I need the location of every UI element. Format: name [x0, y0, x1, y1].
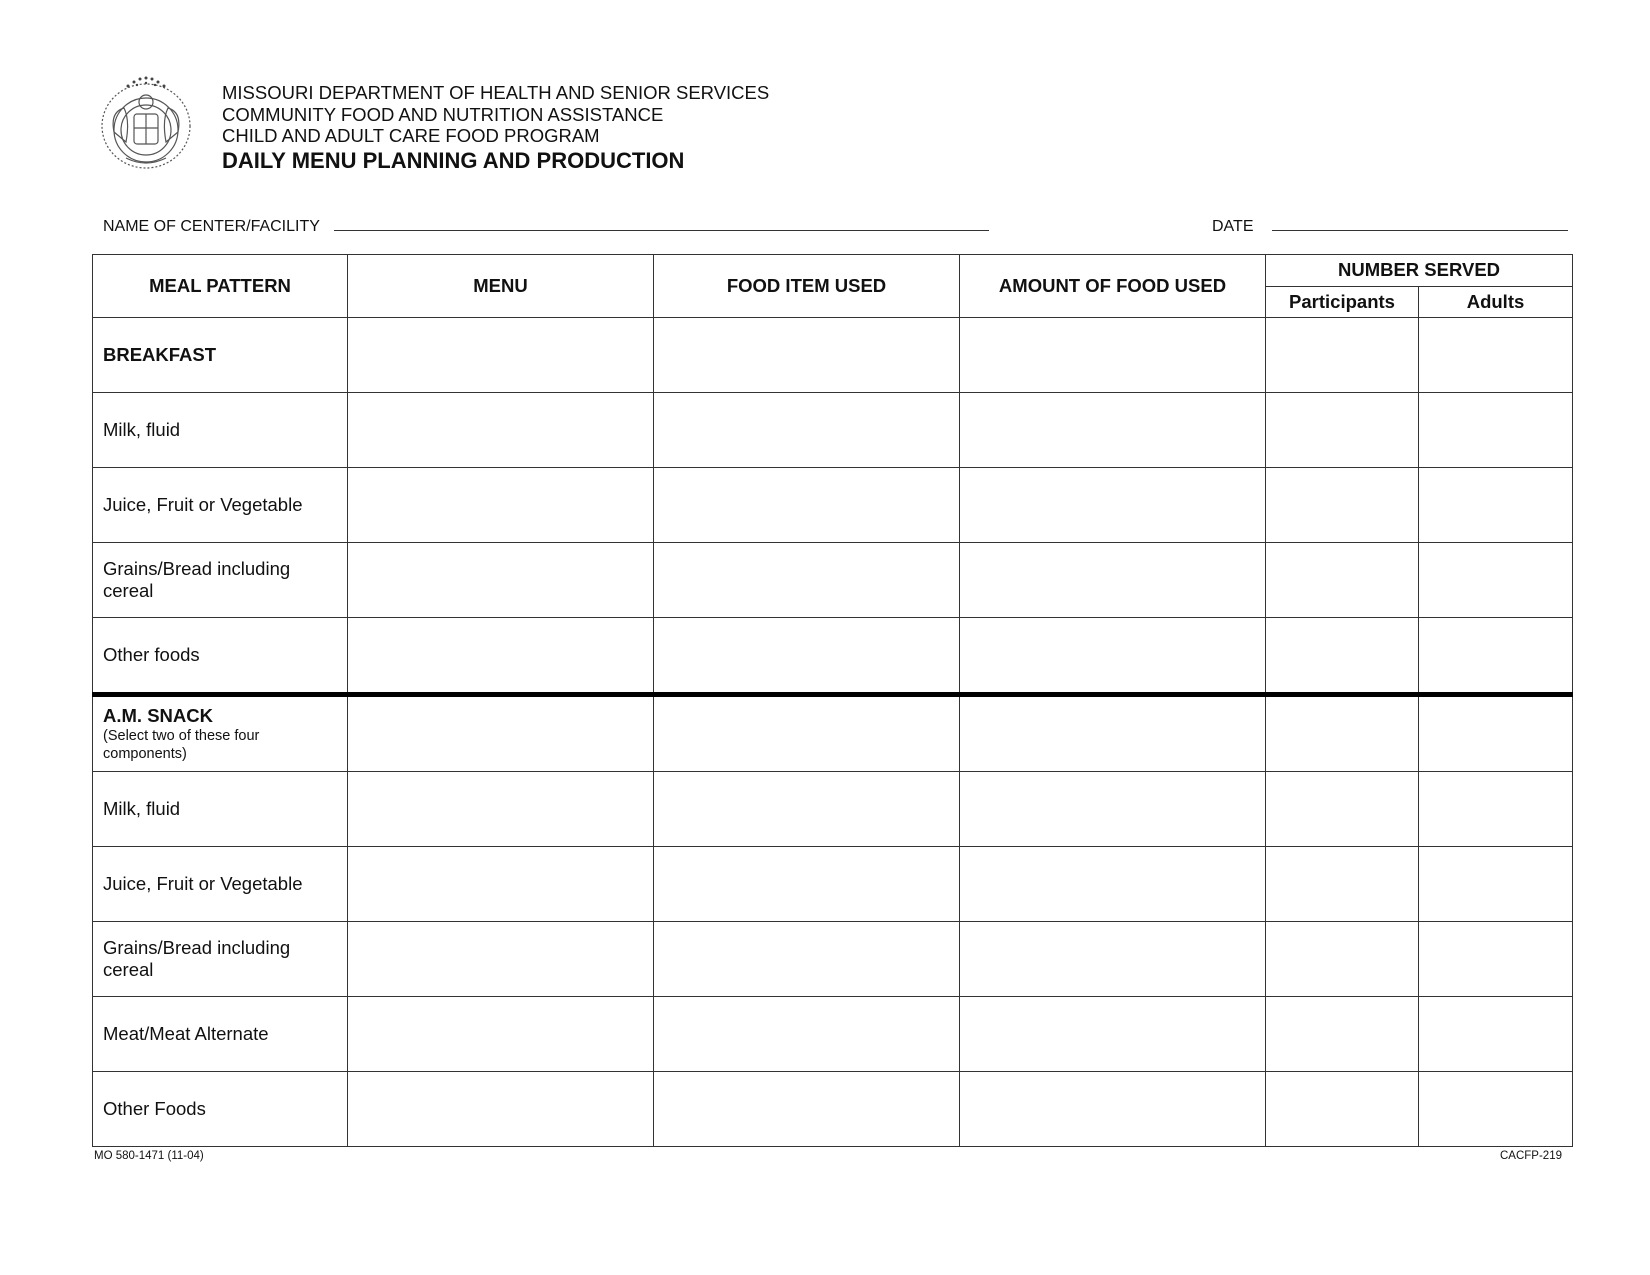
- menu-cell[interactable]: [348, 922, 654, 997]
- amount-cell[interactable]: [960, 468, 1266, 543]
- amount-cell[interactable]: [960, 772, 1266, 847]
- meal-pattern-label: Juice, Fruit or Vegetable: [103, 873, 303, 894]
- meal-pattern-cell: [93, 318, 348, 393]
- meal-pattern-label: Other foods: [103, 644, 200, 665]
- agency-name: MISSOURI DEPARTMENT OF HEALTH AND SENIOR SERVICES: [222, 82, 770, 103]
- participants-cell[interactable]: [1266, 772, 1419, 847]
- meal-pattern-cell: [93, 922, 348, 997]
- adults-cell[interactable]: [1419, 618, 1573, 695]
- table-row: [93, 318, 1573, 393]
- form-title: DAILY MENU PLANNING AND PRODUCTION: [222, 147, 685, 173]
- meal-pattern-cell: [93, 468, 348, 543]
- meal-pattern-cell: [93, 543, 348, 618]
- food-item-cell[interactable]: [654, 318, 960, 393]
- participants-cell[interactable]: [1266, 543, 1419, 618]
- table-body: [93, 318, 1573, 1147]
- adults-cell[interactable]: [1419, 393, 1573, 468]
- center-name-input[interactable]: [334, 214, 989, 231]
- participants-cell[interactable]: [1266, 618, 1419, 695]
- col-participants: Participants: [1266, 286, 1419, 318]
- menu-cell[interactable]: [348, 997, 654, 1072]
- meal-pattern-cell: [93, 997, 348, 1072]
- menu-cell[interactable]: [348, 772, 654, 847]
- table-row: [93, 772, 1573, 847]
- table-row: [93, 543, 1573, 618]
- table-row: [93, 847, 1573, 922]
- adults-cell[interactable]: [1419, 847, 1573, 922]
- col-adults: Adults: [1419, 286, 1573, 318]
- food-item-cell[interactable]: [654, 543, 960, 618]
- food-item-cell[interactable]: [654, 468, 960, 543]
- adults-cell[interactable]: [1419, 772, 1573, 847]
- participants-cell[interactable]: [1266, 1072, 1419, 1147]
- food-item-cell[interactable]: [654, 618, 960, 695]
- adults-cell[interactable]: [1419, 318, 1573, 393]
- participants-cell[interactable]: [1266, 695, 1419, 772]
- table-row: [93, 695, 1573, 772]
- table-row: [93, 1072, 1573, 1147]
- adults-cell[interactable]: [1419, 997, 1573, 1072]
- food-item-cell[interactable]: [654, 393, 960, 468]
- meal-pattern-cell: [93, 772, 348, 847]
- meal-pattern-note: (Select two of these four components): [103, 728, 260, 762]
- col-number-served: NUMBER SERVED: [1266, 255, 1573, 287]
- col-amount-of-food-used: AMOUNT OF FOOD USED: [960, 255, 1266, 318]
- menu-cell[interactable]: [348, 695, 654, 772]
- amount-cell[interactable]: [960, 997, 1266, 1072]
- center-name-field: [103, 214, 989, 236]
- menu-cell[interactable]: [348, 543, 654, 618]
- adults-cell[interactable]: [1419, 1072, 1573, 1147]
- date-label: DATE: [1212, 218, 1254, 235]
- menu-cell[interactable]: [348, 468, 654, 543]
- meal-pattern-label: Milk, fluid: [103, 419, 181, 440]
- missouri-state-seal-icon: [96, 72, 196, 174]
- participants-cell[interactable]: [1266, 922, 1419, 997]
- food-item-cell[interactable]: [654, 847, 960, 922]
- table-row: [93, 997, 1573, 1072]
- meal-pattern-label: Grains/Bread including cereal: [103, 558, 291, 601]
- participants-cell[interactable]: [1266, 847, 1419, 922]
- amount-cell[interactable]: [960, 318, 1266, 393]
- participants-cell[interactable]: [1266, 997, 1419, 1072]
- meal-pattern-label: Juice, Fruit or Vegetable: [103, 494, 303, 515]
- menu-cell[interactable]: [348, 847, 654, 922]
- amount-cell[interactable]: [960, 393, 1266, 468]
- adults-cell[interactable]: [1419, 695, 1573, 772]
- participants-cell[interactable]: [1266, 393, 1419, 468]
- meal-pattern-cell: [93, 618, 348, 695]
- meal-pattern-label: Meat/Meat Alternate: [103, 1023, 269, 1044]
- meal-pattern-cell: [93, 695, 348, 772]
- food-item-cell[interactable]: [654, 997, 960, 1072]
- date-input[interactable]: [1272, 214, 1568, 231]
- form-header: [222, 82, 769, 175]
- program-name: CHILD AND ADULT CARE FOOD PROGRAM: [222, 125, 600, 146]
- form-number: MO 580-1471 (11-04): [94, 1150, 204, 1162]
- table-row: [93, 618, 1573, 695]
- menu-cell[interactable]: [348, 318, 654, 393]
- meal-pattern-label: Other Foods: [103, 1098, 206, 1119]
- meal-pattern-cell: [93, 1072, 348, 1147]
- food-item-cell[interactable]: [654, 922, 960, 997]
- date-field: [1212, 214, 1568, 236]
- meal-pattern-label: Milk, fluid: [103, 798, 181, 819]
- food-item-cell[interactable]: [654, 772, 960, 847]
- adults-cell[interactable]: [1419, 922, 1573, 997]
- col-food-item-used: FOOD ITEM USED: [654, 255, 960, 318]
- amount-cell[interactable]: [960, 847, 1266, 922]
- col-menu: MENU: [348, 255, 654, 318]
- menu-production-table: [92, 254, 1573, 1147]
- col-meal-pattern: MEAL PATTERN: [93, 255, 348, 318]
- amount-cell[interactable]: [960, 618, 1266, 695]
- amount-cell[interactable]: [960, 922, 1266, 997]
- amount-cell[interactable]: [960, 1072, 1266, 1147]
- menu-cell[interactable]: [348, 618, 654, 695]
- amount-cell[interactable]: [960, 543, 1266, 618]
- adults-cell[interactable]: [1419, 468, 1573, 543]
- participants-cell[interactable]: [1266, 468, 1419, 543]
- menu-cell[interactable]: [348, 1072, 654, 1147]
- center-name-label: NAME OF CENTER/FACILITY: [103, 218, 320, 235]
- meal-pattern-cell: [93, 393, 348, 468]
- participants-cell[interactable]: [1266, 318, 1419, 393]
- meal-pattern-cell: [93, 847, 348, 922]
- table-row: [93, 393, 1573, 468]
- table-row: [93, 468, 1573, 543]
- adults-cell[interactable]: [1419, 543, 1573, 618]
- form-code: CACFP-219: [1500, 1150, 1562, 1162]
- food-item-cell[interactable]: [654, 1072, 960, 1147]
- table-row: [93, 922, 1573, 997]
- meal-pattern-label: Grains/Bread including cereal: [103, 937, 291, 980]
- meal-pattern-label: A.M. SNACK: [103, 705, 213, 726]
- amount-cell[interactable]: [960, 695, 1266, 772]
- meal-pattern-label: BREAKFAST: [103, 344, 217, 365]
- division-name: COMMUNITY FOOD AND NUTRITION ASSISTANCE: [222, 103, 664, 125]
- menu-cell[interactable]: [348, 393, 654, 468]
- food-item-cell[interactable]: [654, 695, 960, 772]
